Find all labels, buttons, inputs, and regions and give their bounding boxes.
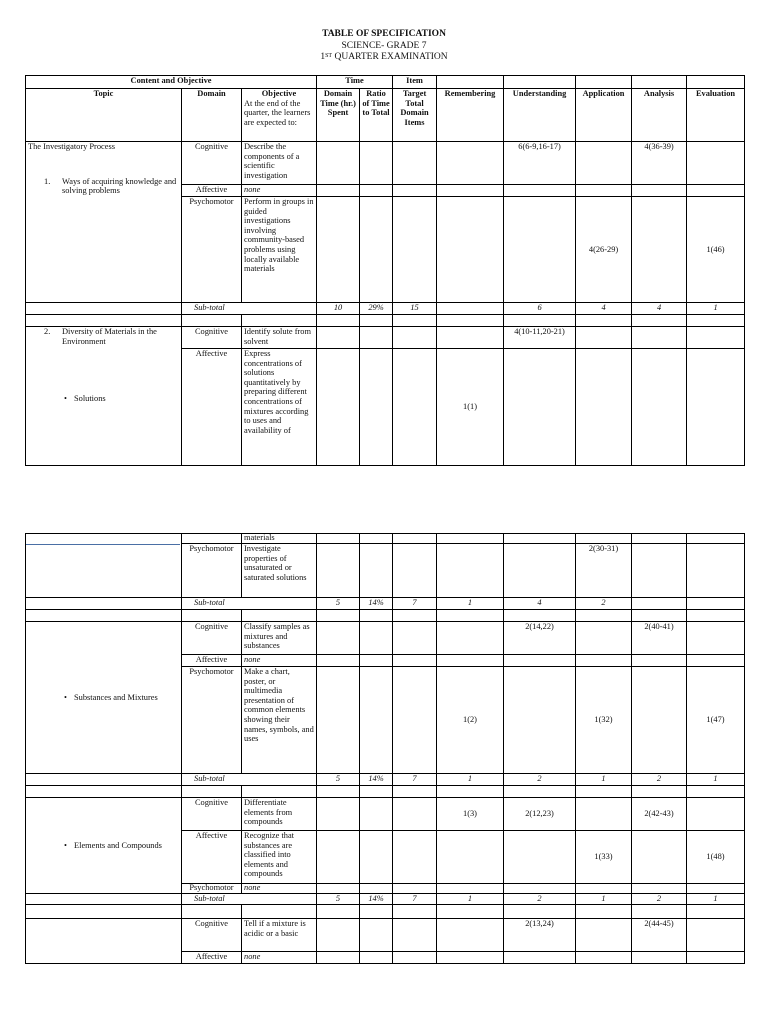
subtotal-row: Sub-total 5 14% 7 1 2 1 2 1 [26, 774, 745, 786]
spec-table-page1 [25, 75, 745, 466]
col-topic: Topic [26, 89, 182, 142]
table-row: The Investigatory Process 1. Ways of acquiring knowledge and solving problems Cognitive Describe the components of a scientific investigation 6(6-9,16-17) 4(36-39) [26, 142, 745, 185]
col-objective: Objective At the end of the quarter, the learners are expected to: [242, 89, 317, 142]
table-row: • Substances and Mixtures Cognitive Classify samples as mixtures and substances 2(14,22) 2(40-41) [26, 622, 745, 655]
col-remembering: Remembering [437, 89, 504, 142]
doc-title: TABLE OF SPECIFICATION [322, 29, 446, 39]
col-evaluation: Evaluation [687, 89, 745, 142]
col-item: Item [393, 76, 437, 89]
col-target: Target Total Domain Items [393, 89, 437, 142]
doc-subject: SCIENCE- GRADE 7 [341, 41, 427, 51]
col-analysis: Analysis [632, 89, 687, 142]
topic-cell: • Substances and Mixtures [26, 622, 182, 774]
subtotal-row: Sub-total 5 14% 7 1 2 1 2 1 [26, 894, 745, 905]
subtotal-row: Sub-total 10 29% 15 6 4 4 1 [26, 303, 745, 315]
table-row: Psychomotor none [26, 884, 745, 894]
col-time: Time [317, 76, 393, 89]
topic-cell: • Elements and Compounds [26, 798, 182, 894]
col-ratio: Ratio of Time to Total [360, 89, 393, 142]
topic-item: 1. Ways of acquiring knowledge and solving problems [44, 176, 177, 196]
topic-main: The Investigatory Process [28, 142, 115, 151]
objective-cell: Describe the components of a scientific investigation [242, 142, 317, 185]
table-row: Psychomotor Perform in groups in guided investigations involving community-based problems using locally available materials 4(26-29) 1(46) [26, 197, 745, 303]
topic-item: 2. Diversity of Materials in the Environment [44, 327, 157, 346]
table-row: Affective none [26, 185, 745, 197]
table-row: Affective none [26, 655, 745, 667]
table-row: Cognitive Tell if a mixture is acidic or a basic 2(13,24) 2(44-45) [26, 919, 745, 952]
table-row: materials [26, 534, 745, 544]
table-row: 2. Diversity of Materials in the Environment • Solutions Cognitive Identify solute from solvent 4(10-11,20-21) [26, 327, 745, 349]
table-row: Psychomotor Investigate properties of unsaturated or saturated solutions 2(30-31) [26, 544, 745, 598]
table-row: • Elements and Compounds Cognitive Differentiate elements from compounds 1(3) 2(12,23) 2(42-43) [26, 798, 745, 831]
table-row: Psychomotor Make a chart, poster, or multimedia presentation of common elements showing their names, symbols, and uses 1(2) 1(32) 1(47) [26, 667, 745, 774]
table-row: Affective Express concentrations of solutions quantitatively by preparing different concentrations of mixtures according to uses and availability of 1(1) [26, 349, 745, 466]
domain-cell: Cognitive [182, 142, 242, 185]
col-content-objective: Content and Objective [26, 76, 317, 89]
topic-cell [26, 142, 182, 303]
table-row: Affective none [26, 952, 745, 964]
topic-cell [26, 327, 182, 466]
col-application: Application [576, 89, 632, 142]
col-domain: Domain [182, 89, 242, 142]
col-domain-time: Domain Time (hr.) Spent [317, 89, 360, 142]
topic-bullet: • Solutions [28, 394, 179, 404]
table-row: Affective Recognize that substances are classified into elements and compounds 1(33) 1(48) [26, 831, 745, 884]
col-understanding: Understanding [504, 89, 576, 142]
subtotal-row: Sub-total 5 14% 7 1 4 2 [26, 598, 745, 610]
doc-exam: 1ST QUARTER EXAMINATION [320, 52, 448, 62]
spec-table-page2 [25, 533, 745, 964]
